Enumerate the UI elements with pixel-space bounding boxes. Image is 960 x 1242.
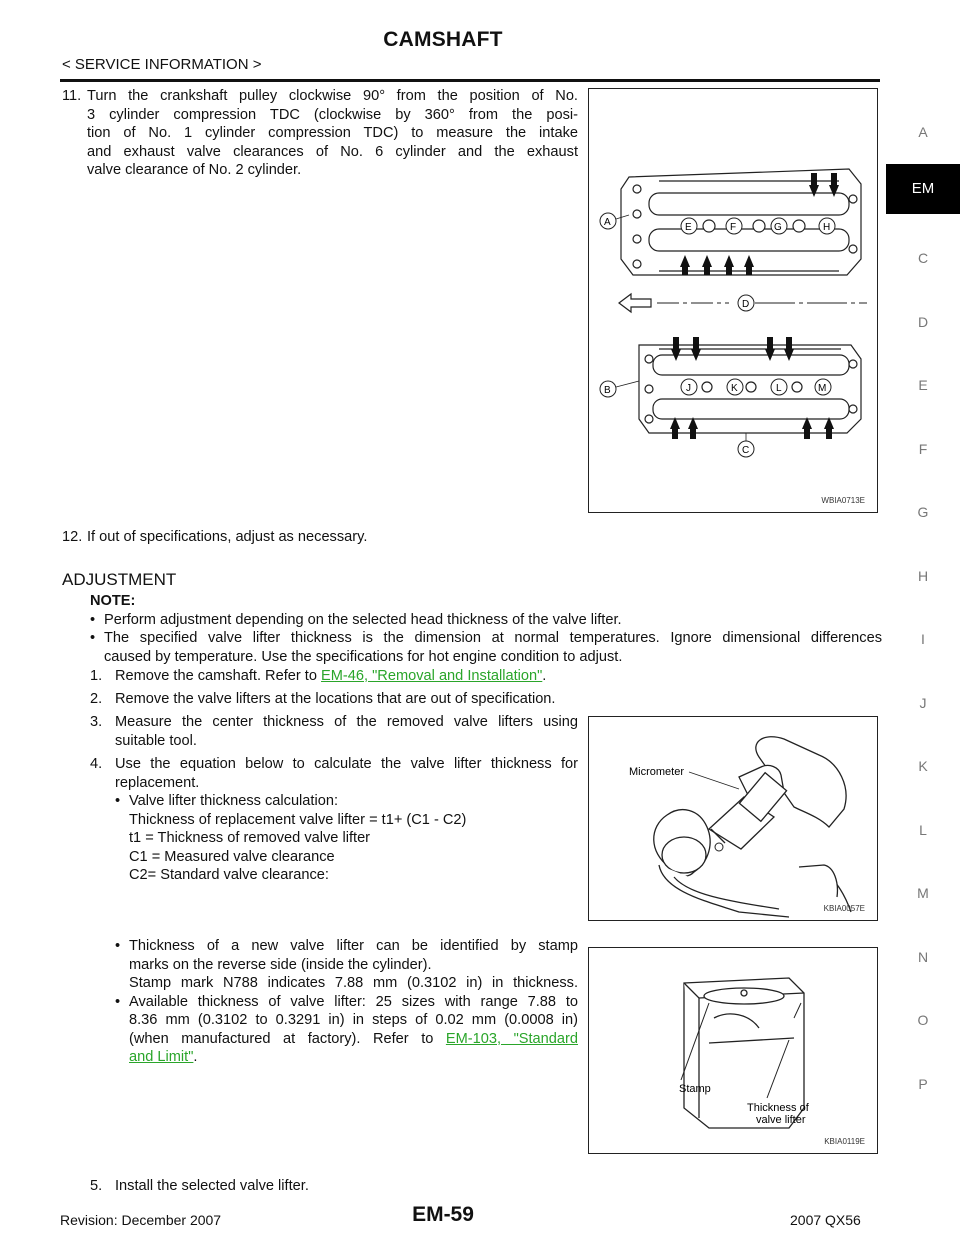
calc-line: t1 = Thickness of removed valve lifter [129, 830, 371, 846]
thickness-label: valve lifter [756, 1114, 806, 1126]
note-block [90, 592, 882, 666]
section-label: < SERVICE INFORMATION > [62, 56, 262, 73]
figure-code: KBIA0057E [823, 904, 865, 913]
tab-o[interactable]: O [917, 1012, 929, 1029]
label-k: K [731, 383, 738, 394]
lifter-text-end: . [193, 1049, 198, 1065]
label-d: D [742, 299, 750, 310]
step-text-end: . [542, 668, 547, 684]
bullet: • [90, 630, 96, 646]
bullet: • [115, 938, 121, 954]
label-h: H [823, 222, 831, 233]
micrometer-label: Micrometer [629, 766, 685, 778]
thickness-label: Thickness of [747, 1102, 809, 1114]
lifter-text-line: marks on the reverse side (inside the cylinder). [129, 956, 432, 973]
label-l: L [776, 383, 782, 394]
link-standard-limit[interactable]: EM-103, "Standard [445, 1030, 578, 1047]
step-number: 1. [90, 668, 103, 684]
tab-f[interactable]: F [918, 440, 928, 457]
lifter-item [115, 937, 578, 993]
valve-lifter-diagram [589, 948, 877, 1153]
step-number: 12. [62, 529, 83, 545]
label-e: E [685, 222, 692, 233]
figure-code: KBIA0119E [824, 1137, 865, 1146]
figure-code: WBIA0713E [821, 496, 865, 505]
tab-n[interactable]: N [917, 948, 929, 965]
label-b: B [604, 385, 611, 396]
tab-d[interactable]: D [917, 313, 929, 330]
revision-date: Revision: December 2007 [60, 1212, 222, 1228]
step-number: 11. [62, 88, 82, 104]
step-text: Remove the camshaft. Refer to [115, 668, 322, 684]
step-text-line: Turn the crankshaft pulley clockwise 90° from the position of No. [87, 88, 578, 104]
link-removal-installation[interactable]: EM-46, "Removal and Installation" [321, 668, 543, 684]
tab-em[interactable]: EM [886, 164, 960, 214]
label-g: G [774, 222, 782, 233]
calc-item [115, 792, 578, 885]
bullet: • [115, 993, 121, 1010]
tab-p[interactable]: P [918, 1075, 928, 1092]
note-text: caused by temperature. Use the specifications for hot engine condition to adjust. [104, 648, 623, 665]
lifter-text-line [129, 1030, 578, 1049]
micrometer-figure [588, 716, 878, 921]
page-number: EM-59 [412, 1203, 474, 1226]
step-text-line: replacement. [115, 774, 200, 791]
step-number: 3. [90, 714, 103, 730]
page-title: CAMSHAFT [383, 28, 503, 51]
step-number: 4. [90, 756, 103, 772]
lifter-text-line: Stamp mark N788 indicates 7.88 mm (0.3102 in) in thickness. [129, 975, 578, 991]
step-text-line: Measure the center thickness of the removed valve lifters using [115, 714, 578, 730]
tab-a[interactable]: A [918, 123, 928, 140]
step-number: 2. [90, 691, 103, 707]
label-a: A [604, 217, 611, 228]
calc-line: C1 = Measured valve clearance [129, 848, 335, 865]
tab-k[interactable]: K [918, 758, 928, 775]
tab-e[interactable]: E [918, 377, 928, 394]
step-text-line: 3 cylinder compression TDC (clockwise by 360° from the posi- [87, 106, 578, 123]
tab-c[interactable]: C [917, 250, 929, 267]
bullet: • [90, 611, 96, 628]
tab-m[interactable]: M [917, 885, 929, 902]
note-item [90, 611, 882, 630]
tab-g[interactable]: G [917, 504, 929, 521]
calc-line: C2= Standard valve clearance: [129, 867, 329, 883]
tab-h[interactable]: H [917, 567, 929, 584]
valve-lifter-figure [588, 947, 878, 1154]
side-tabs [886, 100, 960, 1116]
label-c: C [742, 445, 750, 456]
label-j: J [686, 383, 691, 394]
lifter-text: (when manufactured at factory). Refer to [129, 1030, 446, 1047]
step-text-line: tion of No. 1 cylinder compression TDC) to measure the intake [87, 125, 578, 141]
calc-label: Valve lifter thickness calculation: [129, 793, 339, 809]
step-text-line: suitable tool. [115, 732, 197, 749]
tab-j[interactable]: J [919, 694, 927, 711]
adjustment-heading: ADJUSTMENT [62, 570, 177, 589]
lifter-text-line: Available thickness of valve lifter: 25 sizes with range 7.88 to [129, 993, 578, 1010]
tab-i[interactable]: I [921, 631, 925, 648]
step-text-line: valve clearance of No. 2 cylinder. [87, 162, 302, 178]
note-text: Perform adjustment depending on the selected head thickness of the valve lifter. [104, 611, 622, 628]
tab-l[interactable]: L [919, 821, 927, 838]
header-rule [60, 79, 880, 82]
step-text-line: and exhaust valve clearances of No. 6 cylinder and the exhaust [87, 143, 578, 160]
lifter-bullets [115, 937, 578, 1067]
step-text-line: Use the equation below to calculate the valve lifter thickness for [115, 756, 578, 772]
calc-line: Thickness of replacement valve lifter = t1+ (C1 - C2) [129, 811, 467, 828]
step-text: Remove the valve lifters at the locations that are out of specification. [115, 691, 556, 707]
note-item [90, 629, 882, 666]
note-text: The specified valve lifter thickness is the dimension at normal temperatures. Ignore dimensional differences [104, 630, 882, 646]
stamp-label: Stamp [679, 1083, 711, 1095]
micrometer-diagram [589, 717, 877, 920]
lifter-text-line: 8.36 mm (0.3102 to 0.3291 in) in steps of 0.02 mm (0.0008 in) [129, 1012, 578, 1028]
lifter-item [115, 993, 578, 1067]
camshaft-figure [588, 88, 878, 513]
label-f: F [730, 222, 737, 233]
step-text: Install the selected valve lifter. [115, 1178, 309, 1194]
note-label: NOTE: [90, 593, 136, 609]
model-year: 2007 QX56 [790, 1212, 861, 1228]
step-number: 5. [90, 1178, 103, 1194]
camshaft-diagram [589, 89, 877, 512]
link-standard-limit-cont[interactable]: and Limit" [129, 1049, 194, 1065]
bullet: • [115, 793, 121, 809]
lifter-text-line: Thickness of a new valve lifter can be identified by stamp [129, 938, 578, 954]
label-m: M [818, 383, 827, 394]
step-text: If out of specifications, adjust as necessary. [87, 529, 368, 545]
